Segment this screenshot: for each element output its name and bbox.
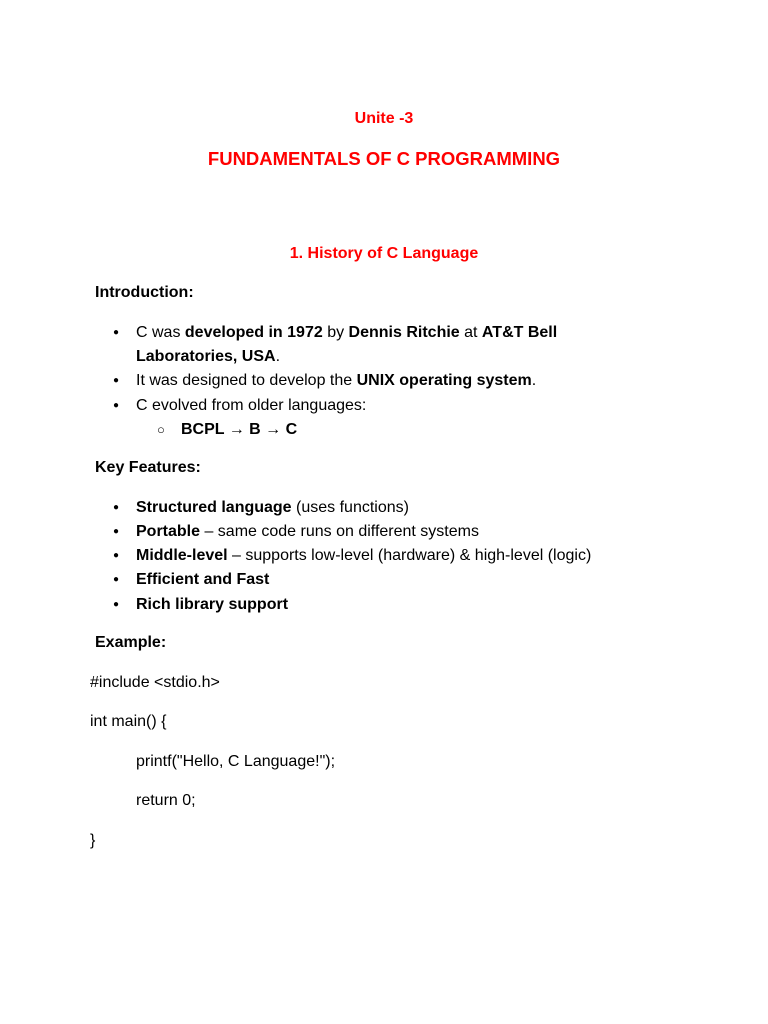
circle-bullet-icon: ○: [157, 422, 165, 437]
text: .: [531, 372, 537, 389]
example-label: Example:: [95, 634, 167, 651]
text-bold: developed in 1972: [184, 324, 323, 341]
text-bold: Laboratories, USA: [136, 348, 276, 365]
bullet-icon: ●: [113, 550, 120, 561]
list-item: [136, 321, 557, 345]
text-bold: Middle-level: [136, 547, 228, 564]
text-bold: Portable: [136, 523, 201, 540]
list-item: [136, 520, 479, 544]
code-line: int main() {: [90, 713, 167, 730]
bullet-icon: ●: [113, 375, 120, 386]
text-bold: AT&T Bell: [481, 324, 558, 341]
text: C was: [136, 324, 185, 341]
text-bold: BCPL → B → C: [181, 421, 298, 438]
text: (uses functions): [291, 499, 409, 516]
key-features-label: Key Features:: [95, 459, 201, 476]
bullet-icon: ●: [113, 327, 120, 338]
text-bold: Structured language: [136, 499, 292, 516]
code-line: #include <stdio.h>: [90, 674, 220, 691]
document-title: FUNDAMENTALS OF C PROGRAMMING: [207, 148, 561, 169]
text: It was designed to develop the: [136, 372, 357, 389]
introduction-label: Introduction:: [95, 284, 194, 301]
text: .: [275, 348, 281, 365]
unit-label: Unite -3: [354, 110, 414, 127]
list-item: [136, 394, 366, 418]
bullet-icon: ●: [113, 599, 120, 610]
text-bold: Dennis Ritchie: [348, 324, 460, 341]
text-bold: UNIX operating system: [356, 372, 532, 389]
code-line: return 0;: [136, 792, 196, 809]
list-item: [136, 568, 269, 592]
text: – supports low-level (hardware) & high-level (logic): [227, 547, 592, 564]
text: at: [459, 324, 482, 341]
list-item: [136, 369, 536, 393]
text: by: [322, 324, 349, 341]
text: – same code runs on different systems: [200, 523, 479, 540]
text-bold: Rich library support: [136, 596, 289, 613]
sub-list-item: [181, 418, 297, 442]
code-line: }: [90, 832, 96, 849]
bullet-icon: ●: [113, 574, 120, 585]
code-line: printf("Hello, C Language!");: [136, 753, 336, 770]
list-item: [136, 544, 591, 568]
list-item: [136, 593, 288, 617]
list-item: [136, 496, 409, 520]
bullet-icon: ●: [113, 502, 120, 513]
list-item-continuation: [136, 345, 280, 369]
text: C evolved from older languages:: [136, 397, 367, 414]
section-heading: 1. History of C Language: [289, 245, 479, 262]
bullet-icon: ●: [113, 400, 120, 411]
text-bold: Efficient and Fast: [136, 571, 270, 588]
bullet-icon: ●: [113, 526, 120, 537]
